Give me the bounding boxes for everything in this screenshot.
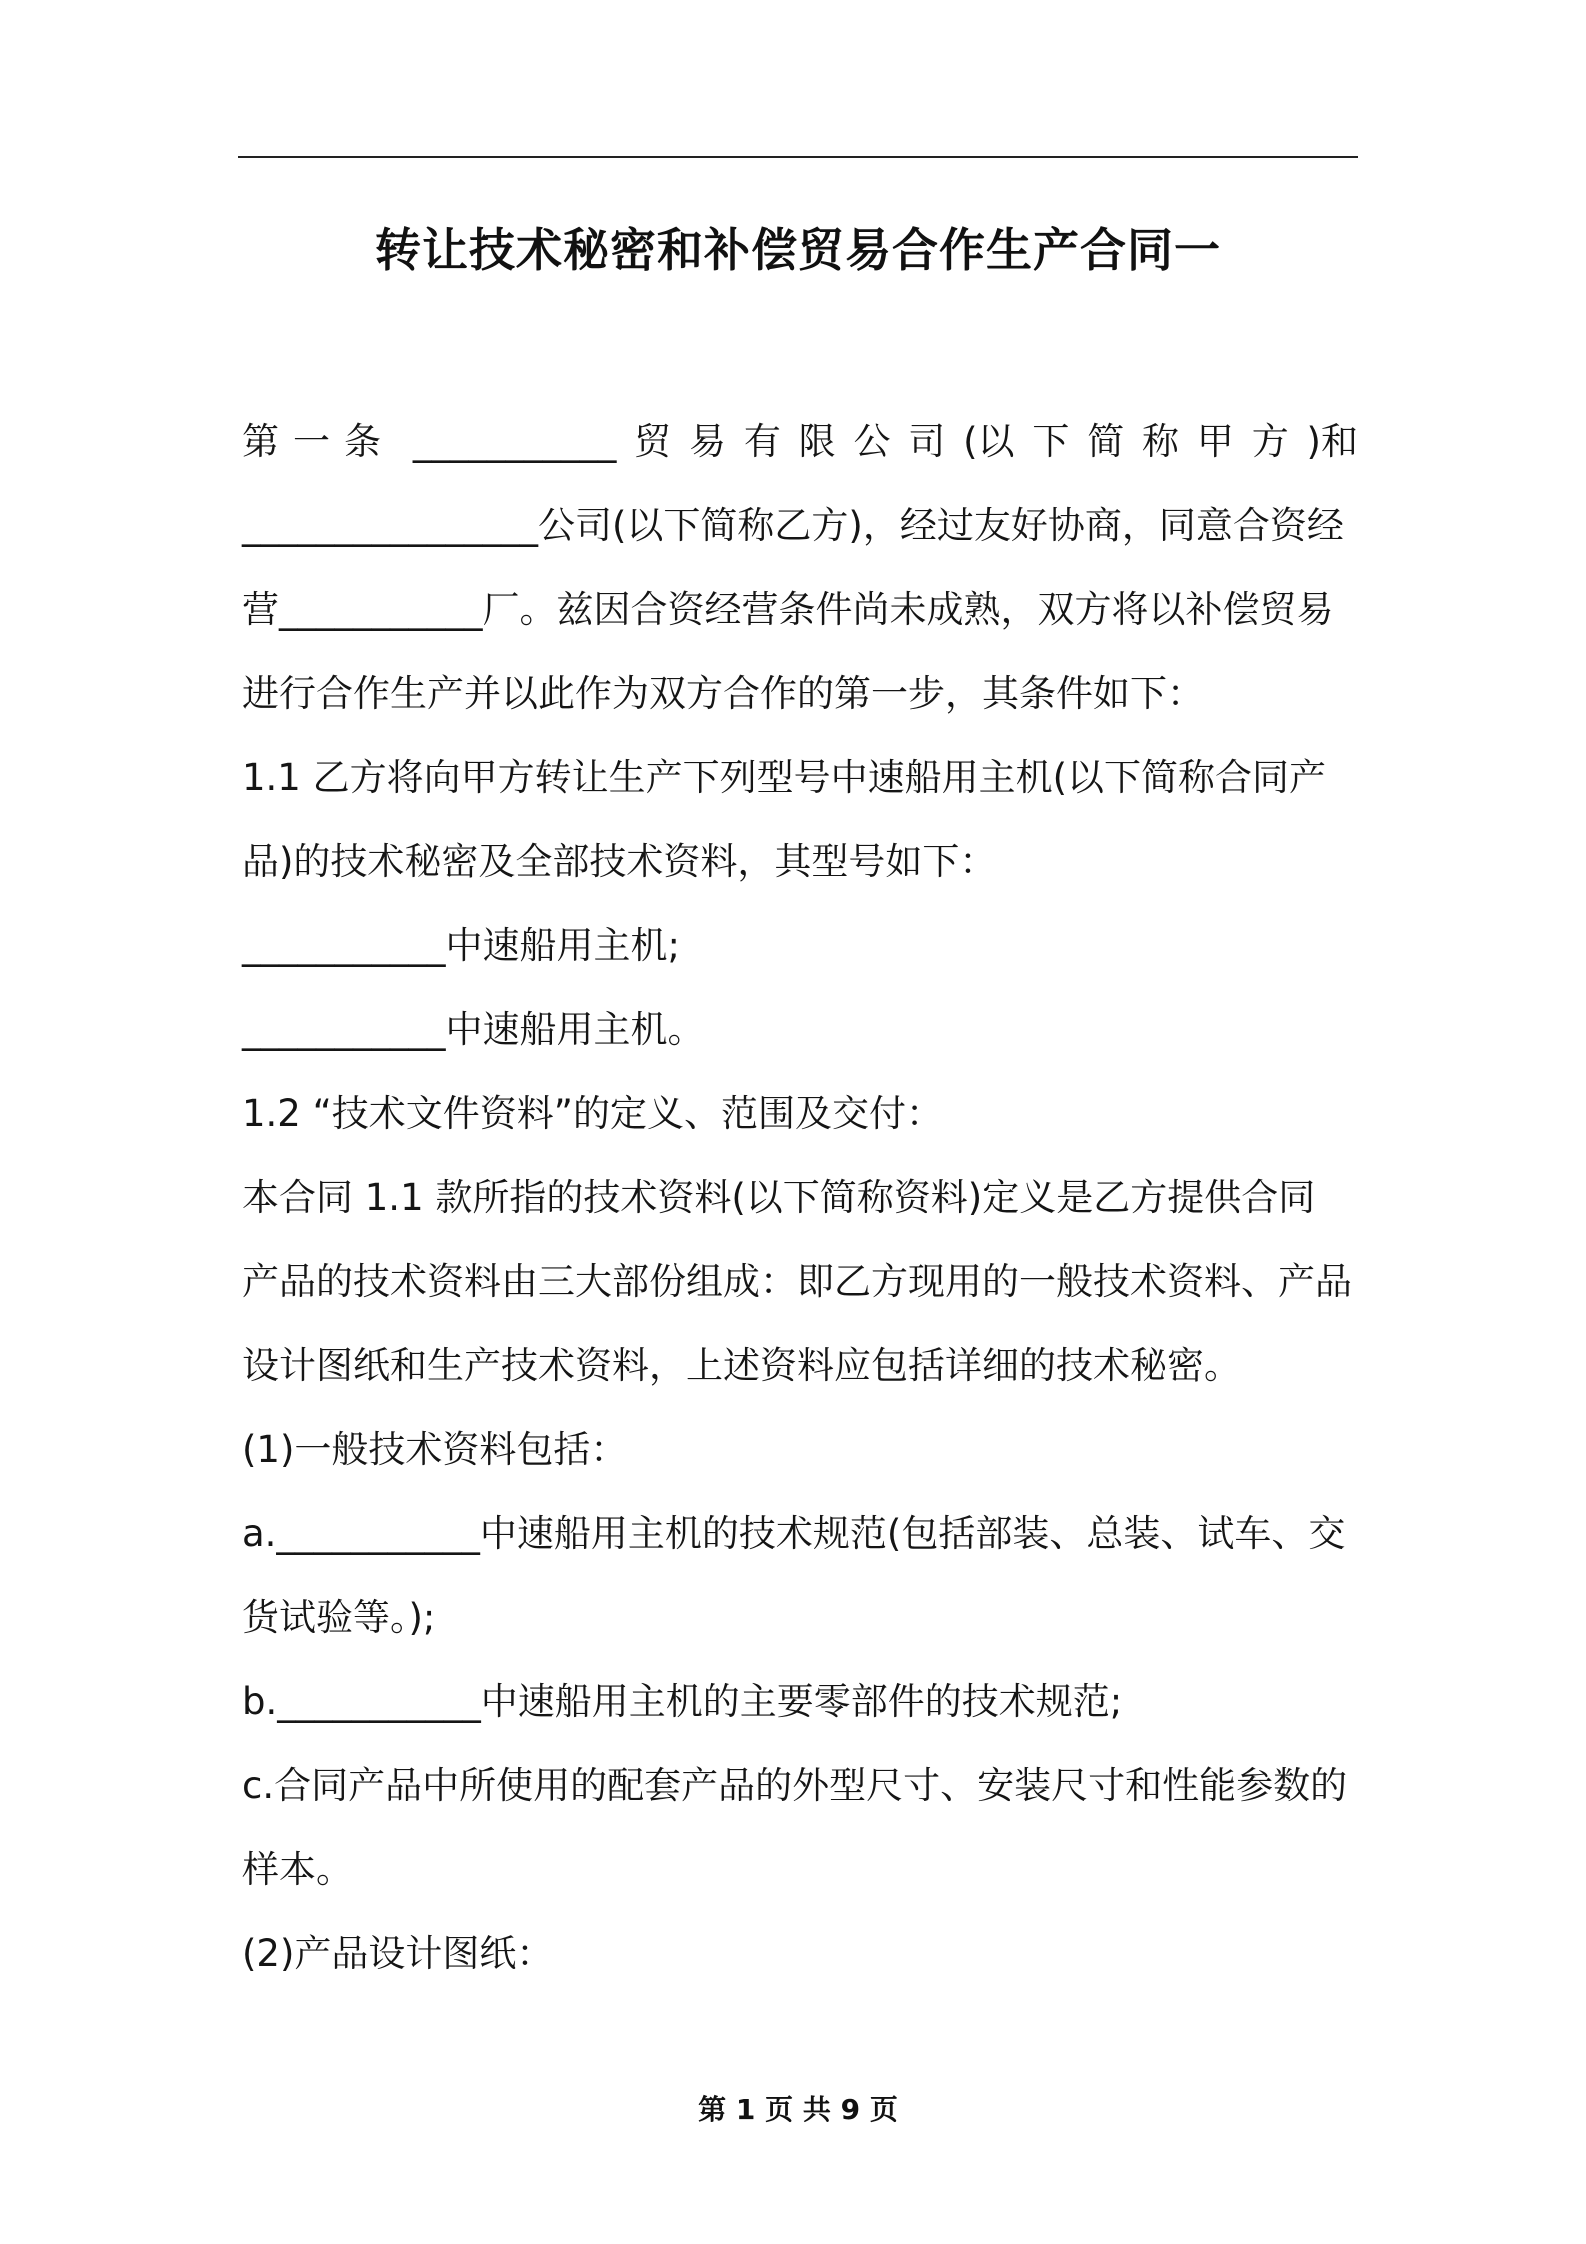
text-char: )和	[1306, 420, 1358, 463]
paragraph-line-6: 品)的技术秘密及全部技术资料，其型号如下：	[242, 840, 997, 883]
paragraph-line-15: 货试验等。);	[242, 1596, 436, 1639]
paragraph-line-18: 样本。	[242, 1848, 353, 1891]
text-char: 简	[1087, 420, 1125, 463]
text-char: 甲	[1196, 420, 1234, 463]
text-char: 方	[1251, 420, 1289, 463]
document-body	[242, 400, 1358, 1996]
text-char: 公	[853, 420, 891, 463]
text-char: 贸	[634, 420, 672, 463]
text-char: (以	[963, 420, 1015, 463]
paragraph-line-12: 设计图纸和生产技术资料，上述资料应包括详细的技术秘密。	[242, 1344, 1241, 1387]
paragraph-line-2: ________________公司(以下简称乙方)，经过友好协商，同意合资经	[242, 504, 1344, 547]
page-number-footer: 第 1 页 共 9 页	[698, 2093, 898, 2126]
paragraph-line-3: 营___________厂。兹因合资经营条件尚未成熟，双方将以补偿贸易	[242, 588, 1334, 631]
text-char: 易	[688, 420, 726, 463]
blank-field: ___________	[412, 420, 617, 463]
text-char: 司	[908, 420, 946, 463]
paragraph-line-17: c.合同产品中所使用的配套产品的外型尺寸、安装尺寸和性能参数的	[242, 1764, 1348, 1807]
text-char: 称	[1142, 420, 1180, 463]
paragraph-line-19: (2)产品设计图纸：	[242, 1932, 554, 1975]
paragraph-line-5: 1.1 乙方将向甲方转让生产下列型号中速船用主机(以下简称合同产	[242, 756, 1327, 799]
paragraph-line-16: b.___________中速船用主机的主要零部件的技术规范;	[242, 1680, 1123, 1723]
text-char: 限	[798, 420, 836, 463]
paragraph-line-9: 1.2 “技术文件资料”的定义、范围及交付：	[242, 1092, 943, 1135]
paragraph-line-11: 产品的技术资料由三大部份组成：即乙方现用的一般技术资料、产品	[242, 1260, 1352, 1303]
header-rule	[238, 156, 1358, 158]
paragraph-line-14: a.___________中速船用主机的技术规范(包括部装、总装、试车、交	[242, 1512, 1346, 1555]
paragraph-line-4: 进行合作生产并以此作为双方合作的第一步，其条件如下：	[242, 672, 1204, 715]
document-title: 转让技术秘密和补偿贸易合作生产合同一	[375, 223, 1221, 277]
paragraph-line-10: 本合同 1.1 款所指的技术资料(以下简称资料)定义是乙方提供合同	[242, 1176, 1316, 1219]
paragraph-line-8: ___________中速船用主机。	[242, 1008, 705, 1051]
text-char: 下	[1032, 420, 1070, 463]
text-char: 有	[743, 420, 781, 463]
paragraph-line-13: (1)一般技术资料包括：	[242, 1428, 628, 1471]
paragraph-line-1	[242, 400, 1358, 484]
paragraph-line-7: ___________中速船用主机;	[242, 924, 680, 967]
article-label: 第一条	[242, 420, 395, 463]
